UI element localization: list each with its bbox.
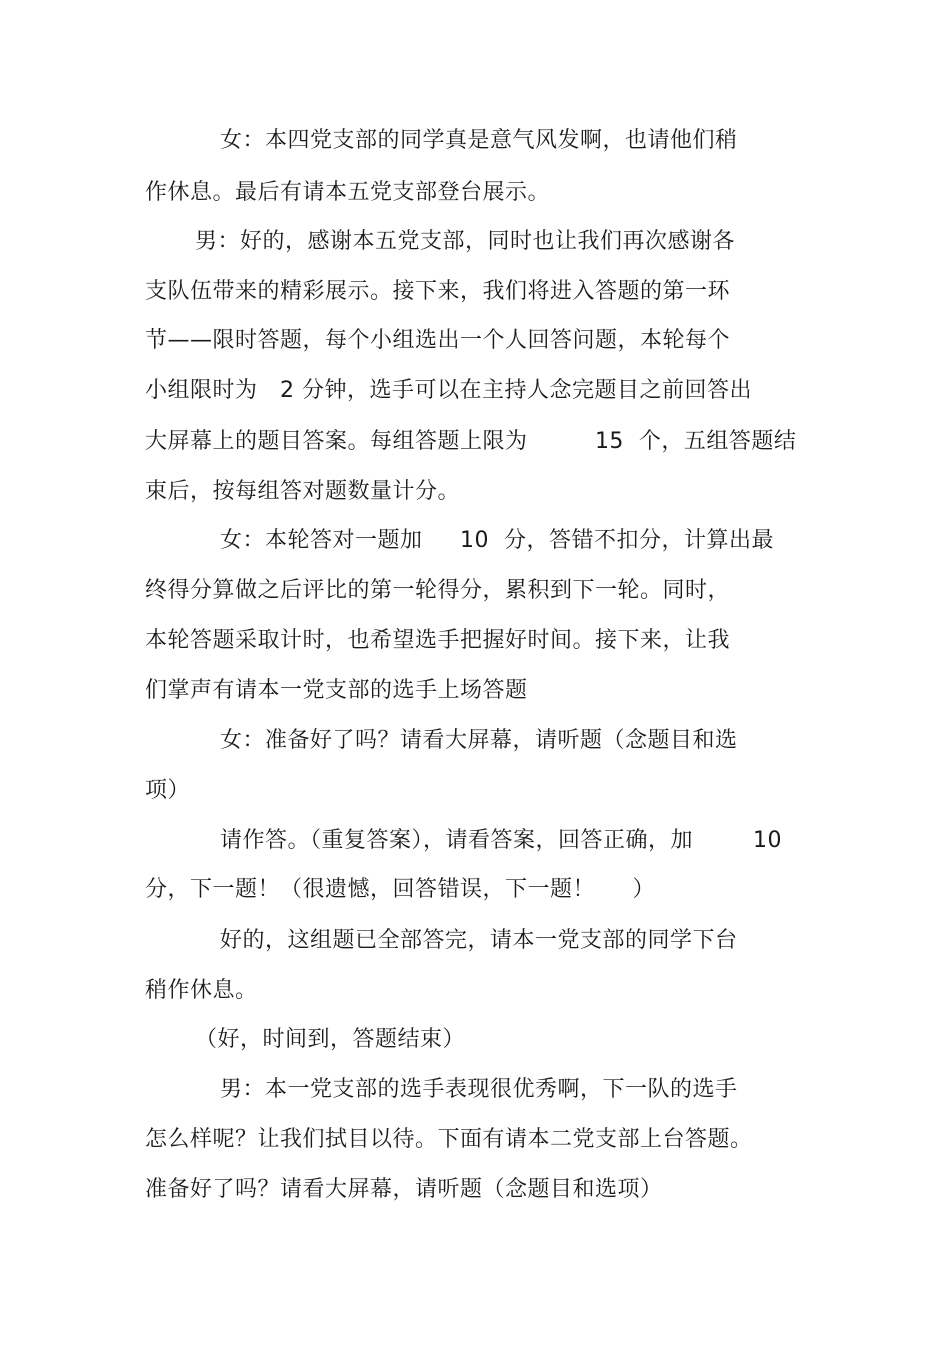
text-line: 项） xyxy=(145,778,191,803)
text-line: 怎么样呢？让我们拭目以待。下面有请本二党支部上台答题。 xyxy=(145,1127,753,1152)
text-line: 准备好了吗？请看大屏幕，请听题（念题目和选项） xyxy=(145,1177,663,1202)
text-line: 大屏幕上的题目答案。每组答题上限为 15 个，五组答题结 xyxy=(145,429,797,454)
text-line: 们掌声有请本一党支部的选手上场答题 xyxy=(145,678,528,703)
text-line: 节——限时答题，每个小组选出一个人回答问题，本轮每个 xyxy=(145,328,731,353)
text-line: 女：本轮答对一题加 10 分，答错不扣分，计算出最 xyxy=(220,528,774,553)
text-line: 男：本一党支部的选手表现很优秀啊，下一队的选手 xyxy=(220,1077,738,1102)
text-line: 终得分算做之后评比的第一轮得分，累积到下一轮。同时， xyxy=(145,578,731,603)
text-line: 稍作休息。 xyxy=(145,978,258,1003)
text-line: 作休息。最后有请本五党支部登台展示。 xyxy=(145,180,551,205)
text-line: 本轮答题采取计时，也希望选手把握好时间。接下来，让我 xyxy=(145,628,731,653)
text-line: （好，时间到，答题结束） xyxy=(195,1027,466,1052)
text-line: 女：本四党支部的同学真是意气风发啊，也请他们稍 xyxy=(220,128,738,153)
text-line: 分，下一题！（很遗憾，回答错误，下一题！ ） xyxy=(145,877,655,902)
text-line: 支队伍带来的精彩展示。接下来，我们将进入答题的第一环 xyxy=(145,279,731,304)
text-line: 男：好的，感谢本五党支部，同时也让我们再次感谢各 xyxy=(195,229,736,254)
text-line: 束后，按每组答对题数量计分。 xyxy=(145,479,461,504)
text-line: 请作答。（重复答案），请看答案，回答正确，加 10 xyxy=(220,828,782,853)
text-line: 小组限时为 2 分钟，选手可以在主持人念完题目之前回答出 xyxy=(145,378,752,403)
text-line: 好的，这组题已全部答完，请本一党支部的同学下台 xyxy=(220,928,738,953)
text-line: 女：准备好了吗？请看大屏幕，请听题（念题目和选 xyxy=(220,728,738,753)
